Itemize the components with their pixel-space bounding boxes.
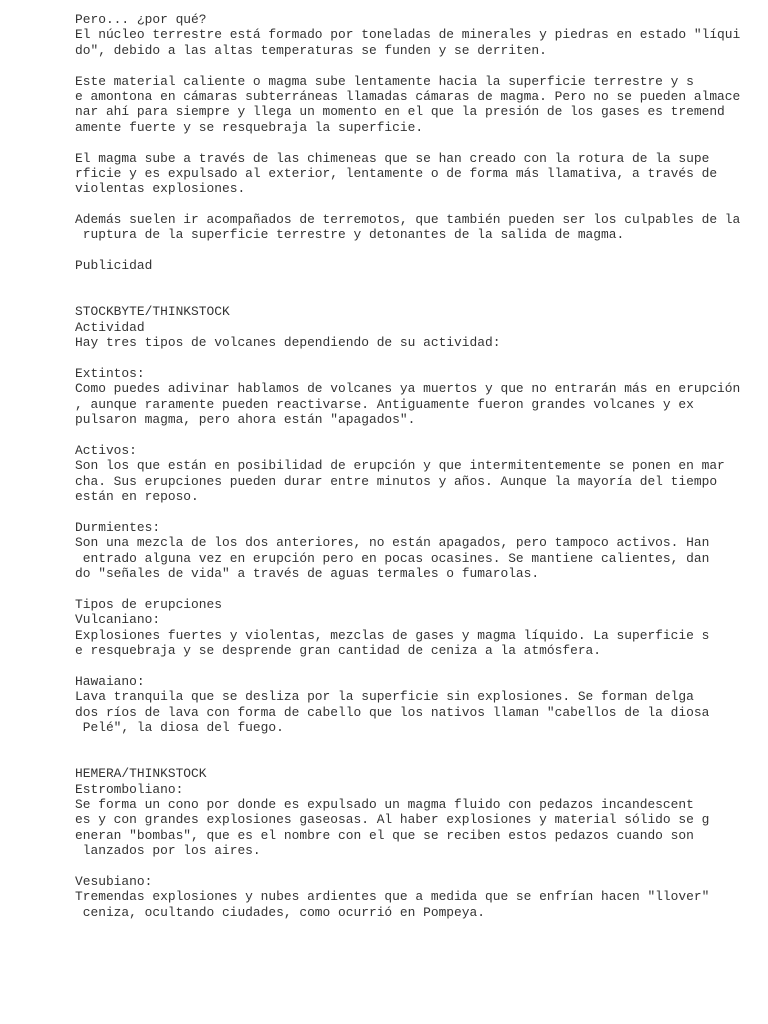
text-line: cha. Sus erupciones pueden durar entre minutos y años. Aunque la mayoría del tiempo: [75, 473, 718, 489]
paragraph-spacer: [75, 658, 755, 673]
text-line: Este material caliente o magma sube lentamente hacia la superficie terrestre y s: [75, 73, 694, 89]
text-line: Activos:: [75, 442, 137, 458]
text-line: pulsaron magma, pero ahora están "apagados".: [75, 412, 416, 428]
text-paragraph: [75, 151, 755, 197]
text-paragraph: [75, 12, 755, 58]
text-line: Hay tres tipos de volcanes dependiendo de su actividad:: [75, 335, 501, 351]
paragraph-spacer: [75, 505, 755, 520]
paragraph-spacer: [75, 58, 755, 73]
text-line: rficie y es expulsado al exterior, lentamente o de forma más llamativa, a través de: [75, 165, 718, 181]
text-line: HEMERA/THINKSTOCK: [75, 766, 207, 782]
text-line: es y con grandes explosiones gaseosas. Al haber explosiones y material sólido se g: [75, 812, 710, 828]
text-line: Lava tranquila que se desliza por la superficie sin explosiones. Se forman delga: [75, 689, 694, 705]
paragraph-spacer: [75, 243, 755, 258]
paragraph-spacer: [75, 581, 755, 596]
paragraph-spacer: [75, 428, 755, 443]
text-paragraph: [75, 366, 755, 428]
text-paragraph: [75, 74, 755, 136]
text-line: , aunque raramente pueden reactivarse. Antiguamente fueron grandes volcanes y ex: [75, 396, 694, 412]
text-paragraph: [75, 597, 755, 659]
text-line: Son los que están en posibilidad de erupción y que intermitentemente se ponen en mar: [75, 458, 725, 474]
text-line: Hawaiano:: [75, 673, 145, 689]
text-line: lanzados por los aires.: [75, 843, 261, 859]
text-line: Vulcaniano:: [75, 612, 161, 628]
text-line: eneran "bombas", que es el nombre con el que se reciben estos pedazos cuando son: [75, 827, 694, 843]
text-line: Como puedes adivinar hablamos de volcanes ya muertos y que no entrarán más en erupción: [75, 381, 741, 397]
text-line: Extintos:: [75, 366, 145, 381]
text-paragraph: [75, 674, 755, 736]
text-line: Publicidad: [75, 258, 153, 274]
paragraph-spacer: [75, 274, 755, 305]
text-line: El magma sube a través de las chimeneas que se han creado con la rotura de la supe: [75, 150, 710, 166]
text-paragraph: [75, 874, 755, 920]
text-line: e amontona en cámaras subterráneas llamadas cámaras de magma. Pero no se pueden almace: [75, 88, 741, 104]
paragraph-spacer: [75, 735, 755, 766]
text-line: Tipos de erupciones: [75, 596, 222, 612]
text-line: Vesubiano:: [75, 873, 153, 889]
text-paragraph: [75, 212, 755, 243]
paragraph-spacer: [75, 197, 755, 212]
text-line: Actividad: [75, 319, 145, 335]
text-line: dos ríos de lava con forma de cabello que los nativos llaman "cabellos de la diosa: [75, 704, 710, 720]
document-page: [75, 12, 755, 920]
text-line: ceniza, ocultando ciudades, como ocurrió en Pompeya.: [75, 904, 485, 920]
text-line: amente fuerte y se resquebraja la superficie.: [75, 119, 424, 135]
text-paragraph: [75, 443, 755, 505]
text-line: Son una mezcla de los dos anteriores, no están apagados, pero tampoco activos. Han: [75, 535, 710, 551]
text-paragraph: [75, 766, 755, 858]
text-line: El núcleo terrestre está formado por toneladas de minerales y piedras en estado "líqui: [75, 27, 741, 43]
text-line: Tremendas explosiones y nubes ardientes que a medida que se enfrían hacen "llover": [75, 889, 710, 905]
text-paragraph: [75, 258, 755, 273]
text-line: Explosiones fuertes y violentas, mezclas de gases y magma líquido. La superficie s: [75, 627, 710, 643]
text-line: do", debido a las altas temperaturas se funden y se derriten.: [75, 42, 547, 58]
text-line: nar ahí para siempre y llega un momento en el que la presión de los gases es tremend: [75, 104, 725, 120]
paragraph-spacer: [75, 859, 755, 874]
text-line: Pero... ¿por qué?: [75, 12, 207, 27]
text-paragraph: [75, 520, 755, 582]
text-line: entrado alguna vez en erupción pero en pocas ocasines. Se mantiene calientes, dan: [75, 550, 710, 566]
text-line: violentas explosiones.: [75, 181, 246, 197]
text-line: Durmientes:: [75, 519, 161, 535]
text-line: do "señales de vida" a través de aguas termales o fumarolas.: [75, 566, 540, 582]
paragraph-spacer: [75, 135, 755, 150]
text-paragraph: [75, 304, 755, 350]
text-line: Además suelen ir acompañados de terremotos, que también pueden ser los culpables de la: [75, 212, 741, 228]
text-line: Estromboliano:: [75, 781, 184, 797]
text-line: Se forma un cono por donde es expulsado un magma fluido con pedazos incandescent: [75, 796, 694, 812]
text-line: e resquebraja y se desprende gran cantidad de ceniza a la atmósfera.: [75, 643, 602, 659]
text-line: ruptura de la superficie terrestre y detonantes de la salida de magma.: [75, 227, 625, 243]
text-line: Pelé", la diosa del fuego.: [75, 719, 284, 735]
paragraph-spacer: [75, 351, 755, 366]
text-line: están en reposo.: [75, 489, 199, 505]
text-line: STOCKBYTE/THINKSTOCK: [75, 304, 230, 320]
